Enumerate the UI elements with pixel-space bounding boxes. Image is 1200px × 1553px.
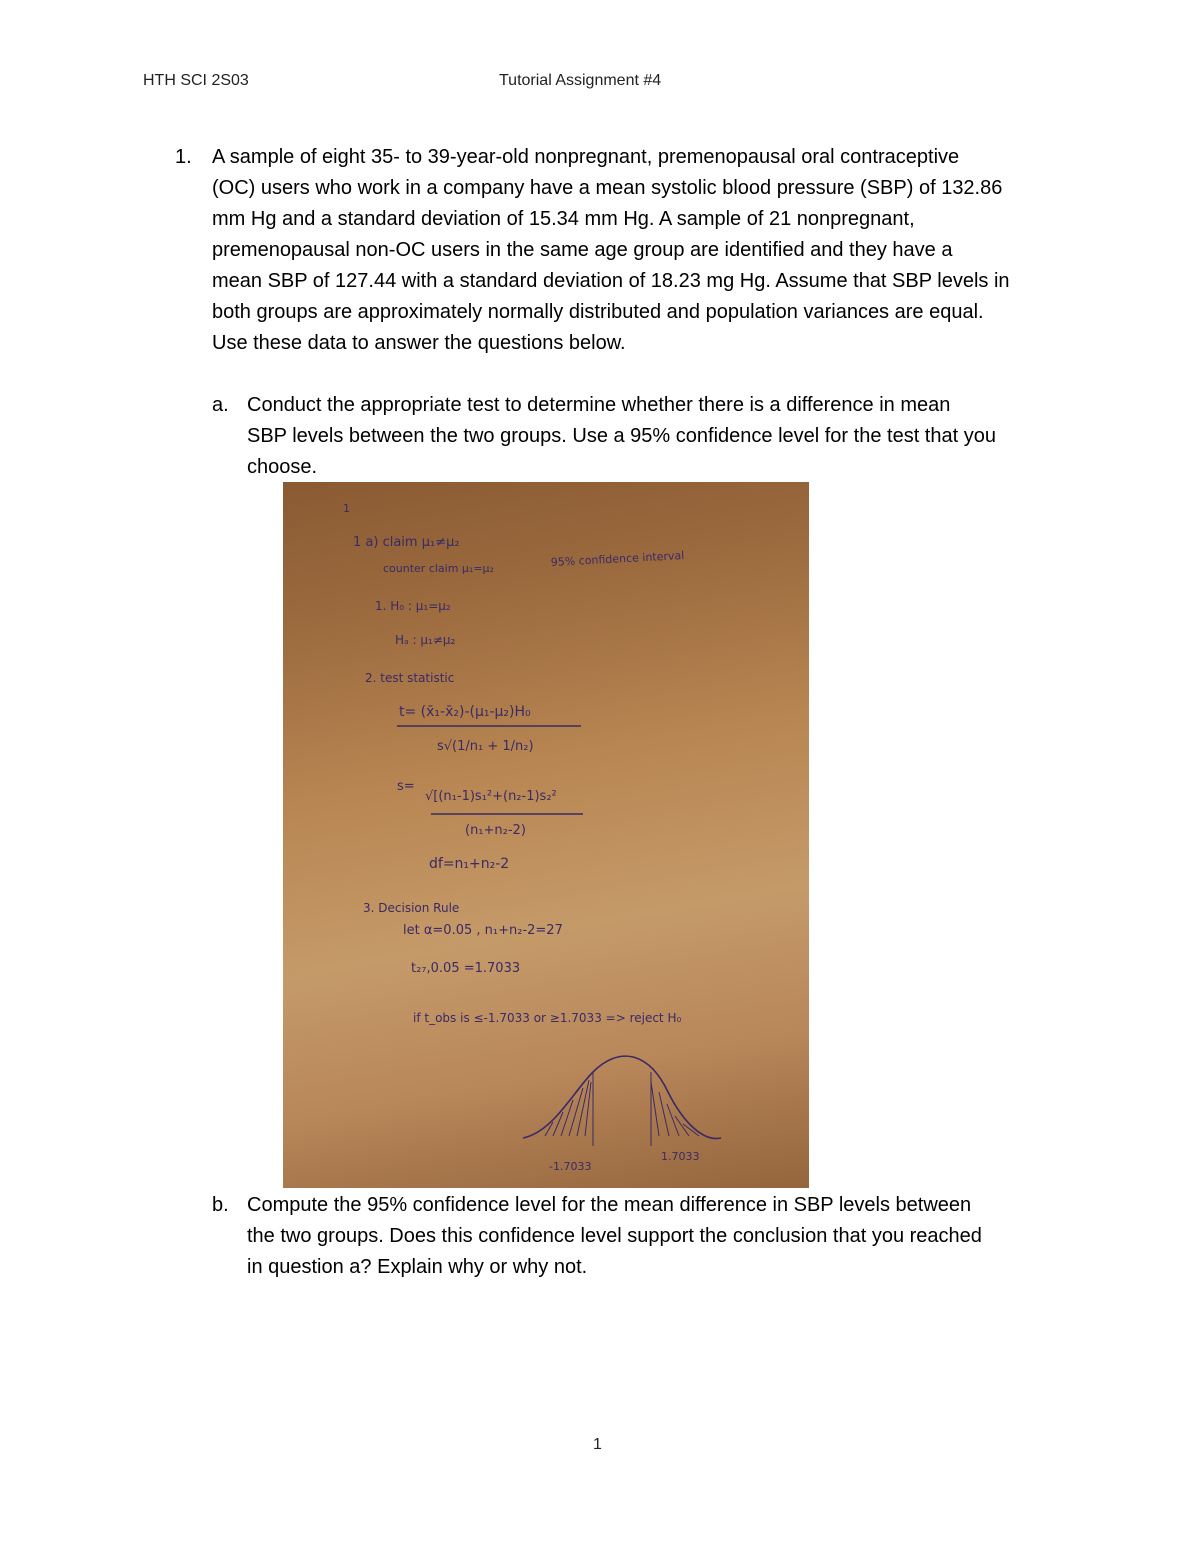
- hw-critical: t₂₇,0.05 =1.7033: [411, 961, 521, 976]
- part-a-line: choose.: [247, 456, 318, 478]
- hw-ha: Hₐ : μ₁≠μ₂: [395, 633, 456, 647]
- hw-s-denominator: (n₁+n₂-2): [465, 823, 526, 838]
- hw-alpha: let α=0.05 , n₁+n₂-2=27: [403, 923, 563, 938]
- hw-right-tail-hatch: [651, 1082, 699, 1136]
- part-b-line: in question a? Explain why or why not.: [247, 1256, 588, 1278]
- part-b-line: the two groups. Does this confidence level support the conclusion that you reached: [247, 1225, 982, 1247]
- corner-mark: 1: [343, 502, 350, 515]
- hw-df: df=n₁+n₂-2: [429, 856, 510, 872]
- header-course: HTH SCI 2S03: [143, 72, 249, 89]
- hw-right-crit-label: 1.7033: [661, 1150, 700, 1163]
- part-a-line: SBP levels between the two groups. Use a 95% confidence level for the test that you: [247, 425, 996, 447]
- part-a-text: [247, 390, 1067, 483]
- part-a-label: a.: [212, 394, 229, 416]
- question-line: both groups are approximately normally distributed and population variances are equal.: [212, 301, 984, 323]
- hw-left-tail-hatch: [545, 1080, 591, 1136]
- hw-claim: 1 a) claim μ₁≠μ₂: [353, 535, 460, 550]
- hw-step2: 2. test statistic: [365, 671, 455, 685]
- page-number: 1: [593, 1436, 602, 1453]
- hw-s-numerator: √[(n₁-1)s₁²+(n₂-1)s₂²: [425, 789, 557, 804]
- question-number: 1.: [175, 146, 192, 168]
- hw-t-formula: t= (x̄₁-x̄₂)-(μ₁-μ₂)H₀: [399, 704, 531, 720]
- question-line: mm Hg and a standard deviation of 15.34 mm Hg. A sample of 21 nonpregnant,: [212, 208, 915, 230]
- hw-h0: 1. H₀ : μ₁=μ₂: [375, 599, 451, 613]
- hw-t-denominator: s√(1/n₁ + 1/n₂): [437, 739, 534, 754]
- handwritten-notes: [283, 482, 809, 1188]
- hw-rule: if t_obs is ≤-1.7033 or ≥1.7033 => reject H₀: [413, 1011, 682, 1025]
- question-line: (OC) users who work in a company have a mean systolic blood pressure (SBP) of 132.86: [212, 177, 1003, 199]
- header-title: Tutorial Assignment #4: [499, 72, 662, 89]
- part-a-line: Conduct the appropriate test to determine whether there is a difference in mean: [247, 394, 951, 416]
- question-text: [212, 142, 1072, 359]
- question-line: premenopausal non-OC users in the same age group are identified and they have a: [212, 239, 953, 261]
- part-b-label: b.: [212, 1194, 229, 1216]
- question-line: Use these data to answer the questions below.: [212, 332, 626, 354]
- part-b-line: Compute the 95% confidence level for the mean difference in SBP levels between: [247, 1194, 972, 1216]
- question-line: mean SBP of 127.44 with a standard deviation of 18.23 mg Hg. Assume that SBP levels in: [212, 270, 1010, 292]
- hw-s-label: s=: [397, 779, 415, 794]
- hw-confidence: 95% confidence interval: [550, 549, 685, 569]
- hw-step3: 3. Decision Rule: [363, 901, 460, 915]
- handwritten-answer-photo: [283, 482, 809, 1188]
- hw-normal-curve: [523, 1056, 721, 1138]
- hw-left-crit-label: -1.7033: [549, 1160, 592, 1173]
- hw-counter-claim: counter claim μ₁=μ₂: [383, 562, 494, 575]
- part-b-text: [247, 1190, 1067, 1283]
- question-line: A sample of eight 35- to 39-year-old nonpregnant, premenopausal oral contraceptive: [212, 146, 960, 168]
